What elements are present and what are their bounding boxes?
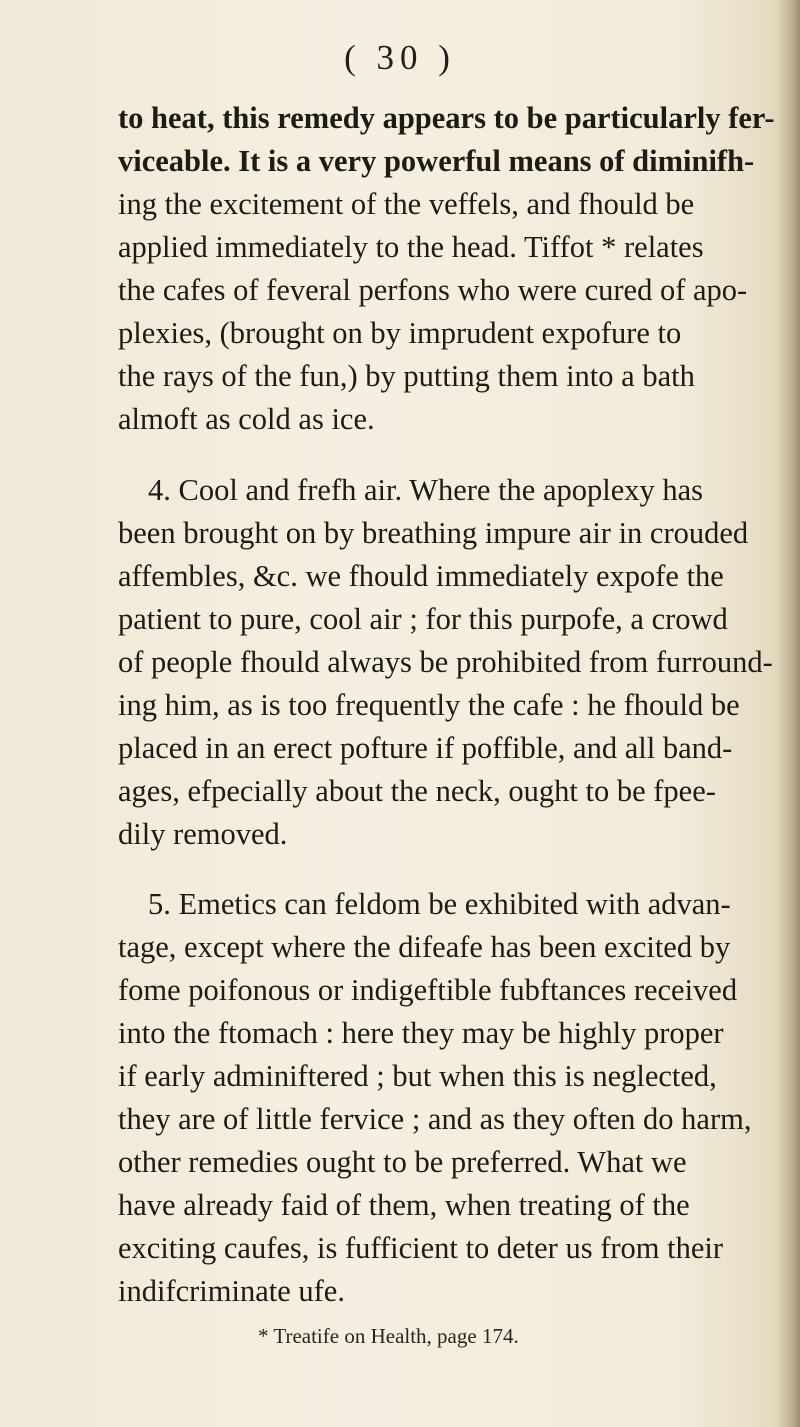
text-line: into the ftomach : here they may be highly proper [118,1016,724,1050]
text-line: have already faid of them, when treating of the [118,1188,690,1222]
text-line: almoft as cold as ice. [118,402,375,436]
text-line: 4. Cool and frefh air. Where the apoplexy has [148,473,704,507]
text-line: been brought on by breathing impure air in crouded [118,516,749,550]
text-line: other remedies ought to be preferred. What we [118,1145,687,1179]
text-line: indifcriminate ufe. [118,1274,345,1308]
text-line: tage, except where the difeafe has been excited by [118,930,731,964]
text-line: ing him, as is too frequently the cafe : he fhould be [118,688,740,722]
text-line: exciting caufes, is fufficient to deter us from their [118,1231,723,1265]
page-edge-shadow [778,0,800,1427]
text-line: applied immediately to the head. Tiffot * relates [118,230,704,264]
text-line: 5. Emetics can feldom be exhibited with advan- [148,887,731,921]
text-line: of people fhould always be prohibited from furround- [118,645,773,679]
text-line: they are of little fervice ; and as they often do harm, [118,1102,752,1136]
text-line: if early adminiftered ; but when this is neglected, [118,1059,717,1093]
text-line: placed in an erect pofture if poffible, and all band- [118,731,733,765]
text-line: fome poifonous or indigeftible fubftances received [118,973,738,1007]
footnote: * Treatife on Health, page 174. [258,1324,519,1348]
text-line: affembles, &c. we fhould immediately expofe the [118,559,724,593]
text-line: the cafes of feveral perfons who were cured of apo- [118,273,748,307]
text-line: plexies, (brought on by imprudent expofure to [118,316,682,350]
text-line: to heat, this remedy appears to be particularly fer- [118,101,775,135]
text-line: the rays of the fun,) by putting them into a bath [118,359,695,393]
text-line: dily removed. [118,817,288,851]
page-number: ( 30 ) [344,38,456,77]
text-line: ages, efpecially about the neck, ought to be fpee- [118,774,716,808]
text-line: ing the excitement of the veffels, and fhould be [118,187,695,221]
text-line: viceable. It is a very powerful means of diminifh- [118,144,755,178]
text-line: patient to pure, cool air ; for this purpofe, a crowd [118,602,728,636]
